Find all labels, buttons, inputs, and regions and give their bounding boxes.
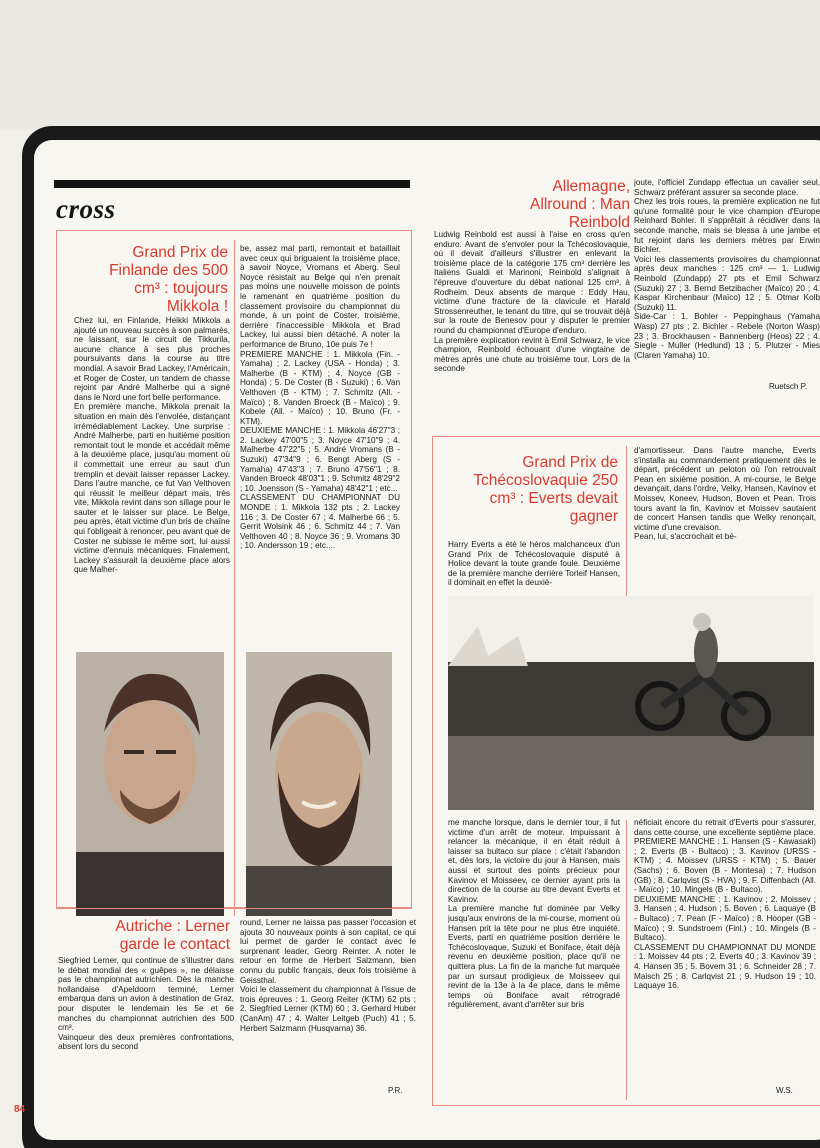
headline-autriche: Autriche : Lerner garde le contact: [115, 918, 230, 953]
section-rule: [54, 180, 410, 188]
signature-allemagne: Ruetsch P.: [769, 382, 808, 391]
body-allemagne-col1: Ludwig Reinbold est aussi à l'aise en cross qu'en enduro. Avant de s'envoler pour la Tchécoslovaquie, où il devait d'ailleurs s'illustrer en enlevant la troisième place de la catégorie 175 cm³ derrière les Italiens Gualdi et Marinoni, Reinbold s'alignait à l'épreuve d'ouverture du débat national 125 cm³, à Rodheim. Deux absents de marque : Eddy Hau, victime d'une fracture de la clavicule et Harald Strossenreuther, le tenant du titre, qui se trouvait déjà sur la route de Benesov pour y disputer le premier round du championnat d'Europe d'enduro. La première explication revint à Emil Schwarz, le vice champion, Reinbold échouant d'une vingtaine de mètres après une chute au troisième tour. Lors de la seconde: [434, 230, 630, 374]
body-autriche-col1: Siegfried Lerner, qui continue de s'illustrer dans le débat mondial des « guêpes », ne délaisse pas le championnat autrichien. Dès la manche hollandaise d'Apeldoorn terminé, Lerner embarqua dans un avion à destination de Graz, pour disputer le lendemain les 5e et 6e manches du championnat autrichien des 500 cm³. Vainqueur des deux premières confrontations, absent lors du second: [58, 956, 234, 1052]
body-autriche-col2: round, Lerner ne laissa pas passer l'occasion et ajouta 30 nouveaux points à son capital, ce qui lui permet de garder le contact avec le surprenant leader, Georg Reinter. A noter le retour en forme de Herbert Salzmann, bien connu du public français, deux fois troisième à Geissthal. Voici le classement du championnat à l'issue de trois épreuves : 1. Georg Reiter (KTM) 62 pts ; 2. Siegfried Lerner (KTM) 60 ; 3. Gerhard Huber (CanAm) 47 ; 4. Walter Leitgeb (Puch) 41 ; 5. Herbert Salzmann (Husqvarna) 36.: [240, 918, 416, 1033]
body-tchecoslovaquie-col2: d'amortisseur. Dans l'autre manche, Everts s'installa au commandement pratiquement dès le départ, précédent un peloton où l'on retrouvait Pean en sixième position. A mi-course, le Belge devançait, dans l'ordre, Velky, Hansen, Kavinov et Moissev, Koneev, Hudson, Boven et Pean. Trois tours avant la fin, Kavinov et Moissev sautaient de concert Hansen tandis que Welky renonçait, victime d'une crevaison. Pean, lui, s'accrochait et bé-: [634, 446, 816, 542]
signature-autriche: P.R.: [388, 1086, 403, 1095]
body-tchecoslovaquie-col4: néficiait encore du retrait d'Everts pour s'assurer, dans cette course, une excellente septième place. PREMIERE MANCHE : 1. Hansen (S - Kawasaki) ; 2. Everts (B - Bultaco) ; 3. Kavinov (URSS - KTM) ; 4. Moissev (URSS - KTM) ; 5. Bauer (Sachs) ; 6. Boven (B - Montesa) ; 7. Hudson (GB) ; 8. Carlqvist (S - HVA) ; 9. F. Diffenbach (All. - Maïco) ; 10. Mingels (B - Bultaco). DEUXIEME MANCHE : 1. Kavinov ; 2. Moissev ; 3. Hansen ; 4. Hudson ; 5. Boven ; 6. Laquaye (B - Bultaco) ; 7. Pean (F - Maïco) ; 8. Hooper (GB - Maïco) ; 9. Sundstroem (Finl.) ; 10. Mingels (B - Bultaco). CLASSEMENT DU CHAMPIONNAT DU MONDE : 1. Moissev 44 pts ; 2. Everts 40 ; 3. Kavinov 39 ; 4. Hansen 35 ; 5. Bovem 31 ; 6. Schneider 28 ; 7. Maisch 25 ; 8. Carlqvist 21 ; 9. Hudson 19 ; 10. Laquaye 16.: [634, 818, 816, 991]
photo-mikkola: [76, 652, 224, 916]
body-tchecoslovaquie-col3: me manche lorsque, dans le dernier tour, il fut victime d'un arrêt de moteur. Impuissant à relancer la mécanique, il en était réduit à laisser sa bultaco sur place : c'était l'abandon et, dès lors, la victoire du jour à Hansen, mais aussi et surtout des points précieux pour Kavinov et Moisseev, ce dernier ayant pris la direction de la course au titre devant Everts et Kavinov. La première manche fut dominée par Velky jusqu'aux environs de la mi-course, moment où Hansen prit la tête pour ne plus être inquiété. Everts, parti en quatrième position derrière le Tchécoslovaque, Suzuki et Boniface, était déjà revenu en deuxième position, place qu'il ne quittera plus. La fin de la manche fut marquée par un sursaut prodigieux de Moisseev qui revint de la 13e à la 4e place, dans le même temps où Boniface avait rétrogradé régulièrement, avant d'arrêter sur bris: [448, 818, 620, 1010]
column-rule: [234, 240, 235, 660]
body-finlande-col2: be, assez mal parti, remontait et bataillait avec ceux qui briguaient la troisième place, à savoir Noyce, Vromans et Aberg. Seul Noyce résistait au Belge qui n'en prenait pas moins une nouvelle moisson de points le ramenant en quatrième position du classement provisoire du championnat du monde, à un point de Coster, troisième, derrière l'inaccessible Mikkola et Brad Lackey, lui aussi bien détaché. A noter la performance de Bruno, 10e puis 7e ! PREMIERE MANCHE : 1. Mikkola (Fin. - Yamaha) ; 2. Lackey (USA - Honda) ; 3. Malherbe (B - KTM) ; 4. Noyce (GB - Honda) ; 5. De Coster (B - Suzuki) ; 6. Van Velthoven (B - KTM) ; 7. Schmitz (All. - Maïco) ; 8. Vanden Broeck (B - Maïco) ; 9. Kobele (All. - Maïco) ; 10. Bruno (Fr. - KTM). DEUXIEME MANCHE : 1. Mikkola 46'27"3 ; 2. Lackey 47'00"5 ; 3. Noyce 47'10"9 ; 4. Malherbe 47'22"5 ; 5. André Vromans (B - Suzuki) 47'34"9 ; 6. Bengt Aberg (S - Yamaha) 47'43"3 ; 7. Bruno 47'56"1 ; 8. Vanden Broeck 48'03"1 ; 9. Schmitz 48'29"2 ; 10. Joensson (S - Yamaha) 48'42"1 ; etc... CLASSEMENT DU CHAMPIONNAT DU MONDE : 1. Mikkola 132 pts ; 2. Lackey 116 ; 3. De Coster 67 ; 4. Malherbe 66 ; 5. Gerrit Wolsink 46 ; 6. Schmitz 44 ; 7. Van Velthoven 40 ; 8. Noyce 36 ; 9. Vromans 30 ; 10. Andersson 19 ; etc....: [240, 244, 400, 551]
headline-allemagne: Allemagne, Allround : Man Reinbold: [530, 178, 630, 231]
column-rule: [626, 820, 627, 1100]
magazine-page: [34, 140, 820, 1140]
signature-tchecoslovaquie: W.S.: [776, 1086, 793, 1095]
autriche-rule: [56, 908, 412, 909]
body-allemagne-col2: joute, l'officiel Zundapp effectua un cavalier seul, Schwarz préférant assurer sa seconde place. Chez les trois roues, la première explication ne fut qu'une formalité pour le vice champion d'Europe Reinhard Bohler. Il s'apprêtait à récidiver dans la seconde manche, mais se blessa à une jambe et fut rejoint dans les derniers mètres par Erwin Bichler. Voici les classements provisoires du championnat après deux manches : 125 cm³ — 1. Ludwig Reinbold (Zundapp) 27 pts et Emil Schwarz (Suzuki) 27 ; 3. Bernd Betzibacher (Maïco) 20 ; 4. Kaspar Kirchenbaur (Maïco) 12 ; 5. Otmar Kolb (Suzuki) 11. Side-Car : 1. Bohler - Peppinghaus (Yamaha Wasp) 27 pts ; 2. Bichler - Rebele (Norton Wasp) 23 ; 3. Brockhausen - Bannenberg (Heos) 22 ; 4. Siegle - Muller (Hedlund) 13 ; 5. Plutzer - Mies (Claren Yamaha) 10.: [634, 178, 820, 360]
page-number: 84: [14, 1104, 26, 1115]
photo-rider-portrait: [246, 652, 392, 916]
section-title: cross: [56, 194, 116, 224]
photo-motocross-jump: [448, 596, 814, 810]
scan-background: [0, 0, 820, 130]
body-finlande-col1: Chez lui, en Finlande, Heikki Mikkola a ajouté un nouveau succès à son palmarès, ne laissant, sur le circuit de Tikkurila, aucune chance à ses plus proches poursuivants dans la course au titre mondial. A savoir Brad Lackey, l'Américain, et Roger de Coster, un tandem de chasse rejoint par André Malherbe qui a signé dans le Nord une fort belle performance. En première manche, Mikkola prenait la situation en main dès l'envolée, distançant irrémédiablement Lackey. Une surprise : André Malherbe, parti en huitième position remontait tout le monde et accédait même à la deuxième place, jusqu'au moment où il commettait une erreur au saut d'un tremplin et devait laisser repasser Lackey. Dans l'autre manche, ce fut Van Velthoven qui réussit le meilleur départ mais, très vite, Mikkola revint dans son sillage pour le sauter et le laisser sur place. Le Belge, peu après, était victime d'un bris de chaîne qui l'obligeait à renoncer, peu avant que de Coster ne subisse le même sort, lui aussi victime d'ennuis mécaniques. Finalement, Lackey s'assurait la deuxième place alors que Malher-: [74, 316, 230, 575]
photo-divider: [234, 652, 235, 916]
headline-finlande: Grand Prix de Finlande des 500 cm³ : toujours Mikkola !: [109, 244, 228, 315]
body-tchecoslovaquie-col1: Harry Everts a été le héros malchanceux d'un Grand Prix de Tchécoslovaquie disputé à Holice devant la toute grande foule. Deuxième de la première manche derrière Torleif Hansen, il dominait en effet la deuxiè-: [448, 540, 620, 588]
headline-tchecoslovaquie: Grand Prix de Tchécoslovaquie 250 cm³ : Everts devait gagner: [473, 454, 618, 525]
